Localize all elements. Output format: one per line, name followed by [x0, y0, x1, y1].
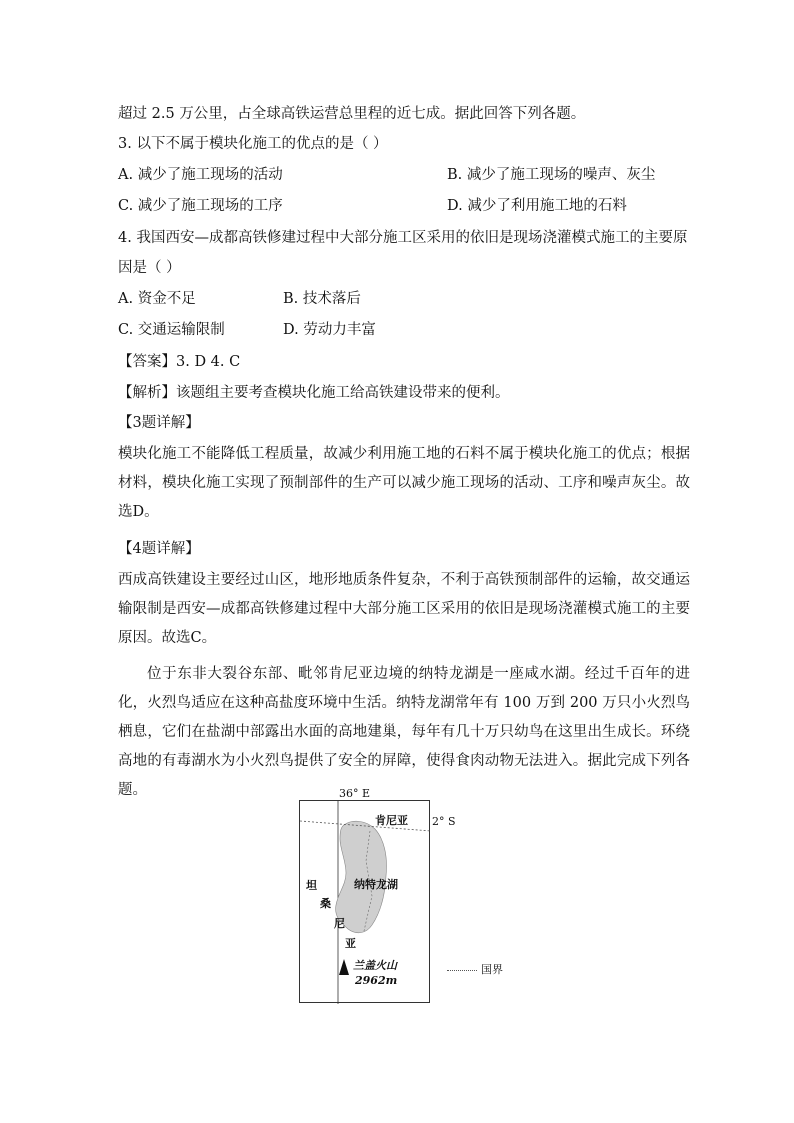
- answer: 【答案】3. D 4. C: [118, 354, 241, 370]
- detail-4-title: 【4题详解】: [118, 541, 200, 557]
- volcano-icon: [339, 959, 349, 975]
- lake-map: [299, 800, 430, 1003]
- q3-option-d: D. 减少了利用施工地的石料: [447, 198, 627, 214]
- detail-3-title: 【3题详解】: [118, 415, 200, 431]
- q4-option-b: B. 技术落后: [283, 291, 361, 307]
- tanzania-char-4: 亚: [345, 937, 356, 950]
- q4-option-d: D. 劳动力丰富: [283, 322, 376, 338]
- lon-label: 36° E: [339, 787, 371, 800]
- q3-option-a: A. 减少了施工现场的活动: [118, 167, 283, 183]
- intro-tail: 超过 2.5 万公里，占全球高铁运营总里程的近七成。据此回答下列各题。: [118, 106, 586, 122]
- analysis: 【解析】该题组主要考查模块化施工给高铁建设带来的便利。: [118, 385, 510, 401]
- question-3-stem: 3. 以下不属于模块化施工的优点的是（ ）: [118, 136, 388, 152]
- lat-label: 2° S: [432, 815, 456, 828]
- question-4-stem-line1: 4. 我国西安—成都高铁修建过程中大部分施工区采用的依旧是现场浇灌模式施工的主要原: [118, 230, 688, 246]
- detail-4-text: 西成高铁建设主要经过山区，地形地质条件复杂，不利于高铁预制部件的运输，故交通运输限制是西安—成都高铁修建过程中大部分施工区采用的依旧是现场浇灌模式施工的主要原因。故选C。: [118, 572, 690, 646]
- q3-option-b: B. 减少了施工现场的噪声、灰尘: [447, 167, 656, 183]
- q3-option-c: C. 减少了施工现场的工序: [118, 198, 283, 214]
- passage-2: 位于东非大裂谷东部、毗邻肯尼亚边境的纳特龙湖是一座咸水湖。经过千百年的进化，火烈鸟适应在这种高盐度环境中生活。纳特龙湖常年有 100 万到 200 万只小火烈鸟栖息，它们在盐湖中部露出水面的高地建巢，每年有几十万只幼鸟在这里出生成长。环绕高地的有毒湖水为小火烈鸟提供了安全的屏障，使得食肉动物无法进入。据此完成下列各题。: [118, 666, 690, 798]
- tanzania-char-3: 尼: [334, 917, 345, 930]
- question-4-stem-line2: 因是（ ）: [118, 260, 181, 276]
- legend-label: 国界: [481, 963, 503, 976]
- q4-option-c: C. 交通运输限制: [118, 322, 225, 338]
- volcano-label: 兰盖火山: [353, 959, 397, 972]
- elevation-label: 2962m: [355, 974, 398, 987]
- legend-border-line: [447, 970, 477, 971]
- q4-option-a: A. 资金不足: [118, 291, 196, 307]
- lake-label: 纳特龙湖: [354, 878, 398, 891]
- tanzania-char-2: 桑: [320, 897, 331, 910]
- kenya-label: 肯尼亚: [375, 814, 408, 827]
- detail-3-text: 模块化施工不能降低工程质量，故减少利用施工地的石料不属于模块化施工的优点；根据材料，模块化施工实现了预制部件的生产可以减少施工现场的活动、工序和噪声灰尘。故选D。: [118, 446, 690, 520]
- tanzania-char-1: 坦: [306, 879, 317, 892]
